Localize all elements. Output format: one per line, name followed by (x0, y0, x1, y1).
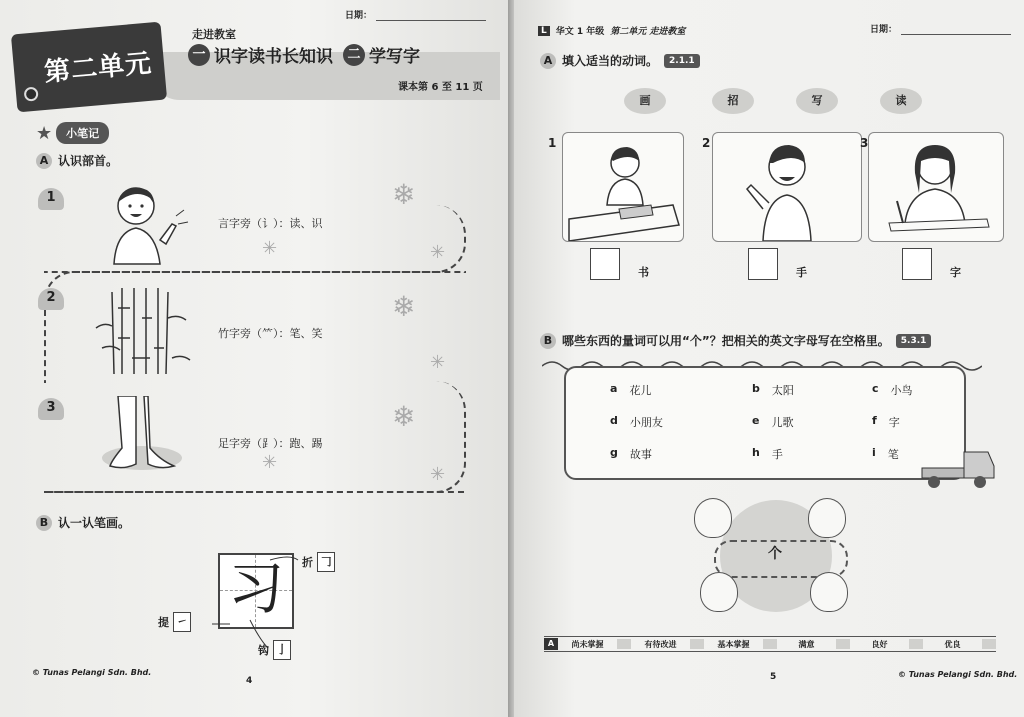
radical-text: 竹字旁（⺮）：笔、笑 (218, 327, 323, 340)
verb-pumpkin: 招 (710, 84, 756, 114)
notes-label: 小笔记 (56, 122, 109, 144)
snowflake-icon: ✳ (430, 464, 446, 485)
page-number: 5 (770, 672, 777, 682)
unit-title: 第二单元 (43, 48, 154, 88)
snowflake-icon: ✳ (262, 238, 278, 259)
rating-level: 优良 (944, 639, 961, 649)
option-item: c 小鸟 (872, 382, 913, 397)
bamboo-illustration (92, 288, 192, 374)
snowflake-icon: ✳ (262, 452, 278, 473)
option-item: d 小朋友 (610, 414, 663, 429)
section-b-letter: B (540, 333, 556, 349)
section-b-title: 哪些东西的量词可以用“个”？把相关的英文字母写在空格里。 (562, 334, 890, 348)
section-a-title: 填入适当的动词。 (562, 54, 659, 68)
section-a-letter: A (36, 153, 52, 169)
rating-checkbox[interactable] (617, 639, 631, 649)
stroke-zhe: 折 𠃌 (302, 552, 335, 572)
snowflake-icon: ❄ (392, 178, 416, 211)
date-field (345, 8, 486, 21)
snowflake-icon: ✳ (430, 242, 446, 263)
date-field (870, 22, 1011, 35)
dashed-path (44, 491, 464, 493)
rating-checkbox[interactable] (982, 639, 996, 649)
topic-heading (188, 42, 420, 67)
option-item: i 笔 (872, 446, 899, 461)
section-a-letter: A (540, 53, 556, 69)
option-item: e 儿歌 (752, 414, 794, 429)
rating-checkbox[interactable] (909, 639, 923, 649)
bell-icon: 1 (34, 184, 68, 214)
penguin-answer-slot[interactable] (696, 566, 740, 612)
answer-suffix: 书 (638, 266, 649, 279)
unit-subtitle: 走进教室 (192, 28, 236, 41)
section-b-heading (540, 332, 931, 349)
rating-level: 尚未掌握 (571, 639, 604, 649)
option-item: g 故事 (610, 446, 652, 461)
self-assessment-rating (544, 636, 996, 652)
picture-number: 1 (548, 136, 557, 150)
date-label: 日期： (345, 11, 373, 21)
options-box (564, 366, 966, 480)
rating-letter: A (544, 638, 558, 650)
star-icon: ★ (36, 122, 53, 144)
topic2-label: 学写字 (369, 47, 420, 67)
notes-badge (36, 122, 109, 144)
bell-icon: 2 (34, 284, 68, 314)
date-label: 日期： (870, 25, 898, 35)
option-item: a 花儿 (610, 382, 652, 397)
page-header (538, 24, 685, 37)
left-page (0, 0, 510, 717)
section-b-letter: B (36, 515, 52, 531)
penguin-answer-slot[interactable] (806, 566, 850, 612)
verb-pumpkin: 画 (622, 84, 668, 114)
bell-icon: 3 (34, 394, 68, 424)
curriculum-code: 2.1.1 (664, 54, 700, 68)
rating-checkbox[interactable] (836, 639, 850, 649)
header-logo: L (538, 26, 550, 36)
section-a-heading (36, 152, 118, 169)
topic1-label: 识字读书长知识 (214, 47, 333, 67)
rating-checkbox[interactable] (690, 639, 704, 649)
section-a-heading (540, 52, 700, 69)
stroke-ti: 提 ㇀ (158, 612, 191, 632)
textbook-pages: 课本第 6 至 11 页 (398, 82, 483, 93)
section-b-heading (36, 514, 130, 531)
right-page (514, 0, 1024, 717)
answer-suffix: 手 (796, 266, 807, 279)
rating-level: 满意 (798, 639, 815, 649)
topic2-number: 二 (343, 44, 365, 66)
radical-text: 足字旁（⻊）：跑、踢 (218, 437, 323, 450)
verb-pumpkin: 读 (878, 84, 924, 114)
unit-tag (11, 22, 167, 113)
snowflake-icon: ✳ (430, 352, 446, 373)
snowflake-icon: ❄ (392, 290, 416, 323)
picture-frame-2 (712, 132, 862, 242)
answer-box[interactable] (590, 248, 620, 280)
feet-illustration (100, 396, 184, 476)
picture-frame-1 (562, 132, 684, 242)
header-unit: 第二单元 走进教室 (610, 27, 686, 37)
section-a-title: 认识部首。 (58, 154, 119, 168)
penguin-answer-slot[interactable] (804, 492, 848, 538)
header-grade: 华文 1 年级 (555, 27, 605, 37)
big-character: 习 (228, 557, 284, 622)
option-item: b 太阳 (752, 382, 794, 397)
boy-speaking-illustration (100, 180, 190, 270)
option-item: h 手 (752, 446, 783, 461)
truck-icon (918, 446, 998, 492)
answer-box[interactable] (748, 248, 778, 280)
topic1-number: 一 (188, 44, 210, 66)
copyright-footer: © Tunas Pelangi Sdn. Bhd. (898, 670, 1018, 679)
rating-checkbox[interactable] (763, 639, 777, 649)
penguin-answer-slot[interactable] (690, 492, 734, 538)
option-item: f 字 (872, 414, 900, 429)
section-b-title: 认一认笔画。 (58, 516, 131, 530)
picture-number: 3 (860, 136, 869, 150)
picture-number: 2 (702, 136, 711, 150)
center-word: 个 (768, 546, 782, 562)
copyright-footer: © Tunas Pelangi Sdn. Bhd. (32, 668, 152, 677)
page-number: 4 (246, 676, 253, 686)
verb-pumpkin: 写 (794, 84, 840, 114)
answer-suffix: 字 (950, 266, 961, 279)
radical-text: 言字旁（讠）：读、识 (218, 217, 323, 230)
date-line (376, 20, 486, 21)
rating-level: 良好 (871, 639, 888, 649)
tag-hole-icon (24, 87, 39, 102)
curriculum-code: 5.3.1 (896, 334, 932, 348)
date-line (901, 34, 1011, 35)
answer-box[interactable] (902, 248, 932, 280)
rating-level: 基本掌握 (717, 639, 750, 649)
stroke-gou: 钩 亅 (258, 640, 291, 660)
picture-frame-3 (868, 132, 1004, 242)
rating-level: 有待改进 (644, 639, 677, 649)
snowflake-icon: ❄ (392, 400, 416, 433)
